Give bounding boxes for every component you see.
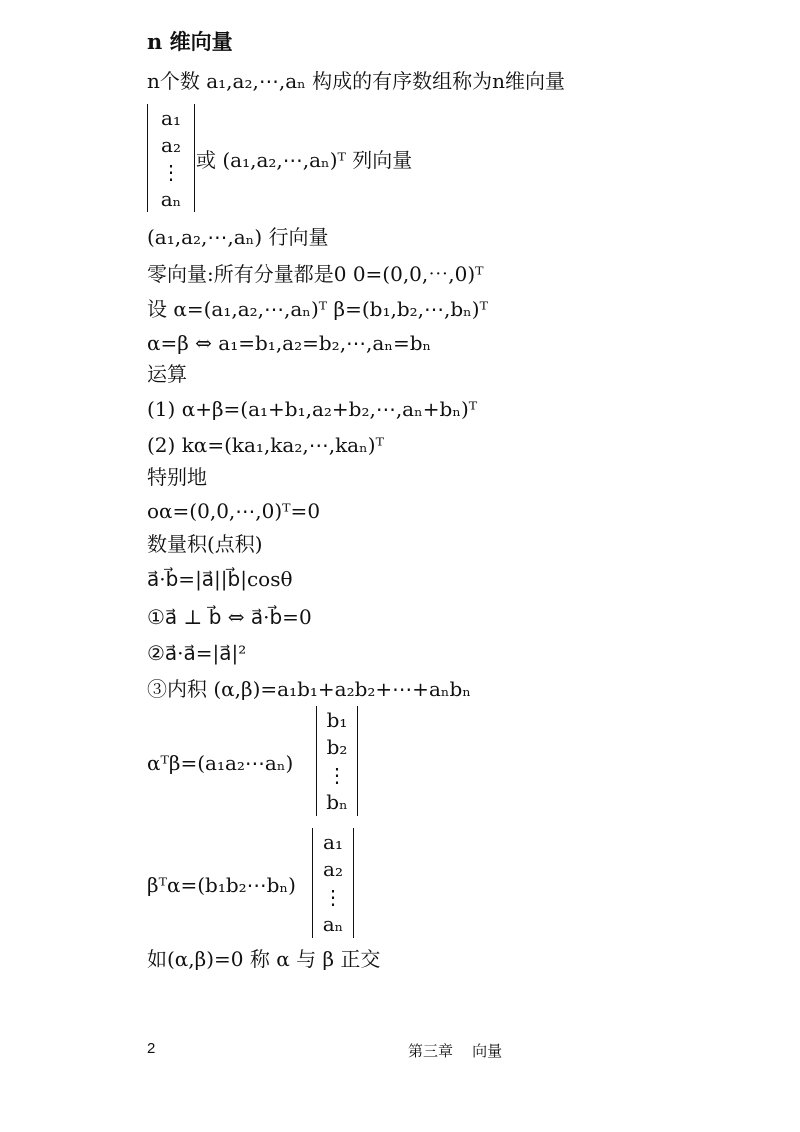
- matrix-cell: aₙ: [322, 912, 344, 937]
- operation-add: (1) α+β=(a₁+b₁,a₂+b₂,⋯,aₙ+bₙ)ᵀ: [147, 397, 478, 421]
- matrix-cell: bₙ: [326, 790, 348, 815]
- matrix-cell: a₂: [161, 132, 181, 157]
- matrix-cell: a₁: [161, 105, 181, 130]
- zero-vector-line: 零向量:所有分量都是0 0=(0,0,⋯,0)ᵀ: [147, 262, 484, 286]
- zero-multiply-line: oα=(0,0,⋯,0)ᵀ=0: [147, 499, 321, 523]
- definition-line: n个数 a₁,a₂,⋯,aₙ 构成的有序数组称为n维向量: [147, 69, 566, 93]
- matrix-cell: ⋮: [327, 762, 347, 787]
- b-column-matrix: [316, 706, 358, 816]
- property-orthogonal: ①a⃗ ⊥ b⃗ ⇔ a⃗·b⃗=0: [147, 605, 312, 629]
- operation-scalar: (2) kα=(ka₁,ka₂,⋯,kaₙ)ᵀ: [147, 433, 384, 457]
- page-number: 2: [147, 1040, 156, 1057]
- row-vector-line: (a₁,a₂,⋯,aₙ) 行向量: [147, 225, 329, 249]
- matrix-cell: a₂: [323, 857, 343, 882]
- dot-product-definition: a⃗·b⃗=|a⃗||b⃗|cosθ: [147, 567, 293, 591]
- matrix-cell: ⋮: [323, 884, 343, 909]
- property-inner-product: ③内积 (α,β)=a₁b₁+a₂b₂+⋯+aₙbₙ: [147, 677, 471, 701]
- chapter-footer: 第三章 向量: [408, 1042, 503, 1060]
- column-vector-label: 或 (a₁,a₂,⋯,aₙ)ᵀ 列向量: [196, 148, 413, 172]
- equality-line: α=β ⇔ a₁=b₁,a₂=b₂,⋯,aₙ=bₙ: [147, 331, 432, 355]
- matrix-cell: aₙ: [160, 186, 182, 211]
- matrix-cell: ⋮: [161, 159, 181, 184]
- alpha-transpose-beta: αᵀβ=(a₁a₂⋯aₙ): [147, 751, 294, 775]
- property-norm: ②a⃗·a⃗=|a⃗|²: [147, 641, 247, 665]
- special-heading: 特别地: [147, 465, 207, 489]
- a-column-matrix: [312, 828, 354, 938]
- column-vector-matrix: [147, 104, 195, 212]
- matrix-cell: a₁: [323, 829, 343, 854]
- page-title: n 维向量: [147, 29, 233, 54]
- orthogonal-line: 如(α,β)=0 称 α 与 β 正交: [147, 947, 381, 971]
- beta-transpose-alpha: βᵀα=(b₁b₂⋯bₙ): [147, 873, 296, 897]
- operations-heading: 运算: [147, 362, 187, 386]
- matrix-cell: b₂: [326, 735, 348, 760]
- dot-product-heading: 数量积(点积): [147, 532, 263, 556]
- let-line: 设 α=(a₁,a₂,⋯,aₙ)ᵀ β=(b₁,b₂,⋯,bₙ)ᵀ: [147, 297, 489, 321]
- matrix-cell: b₁: [326, 707, 348, 732]
